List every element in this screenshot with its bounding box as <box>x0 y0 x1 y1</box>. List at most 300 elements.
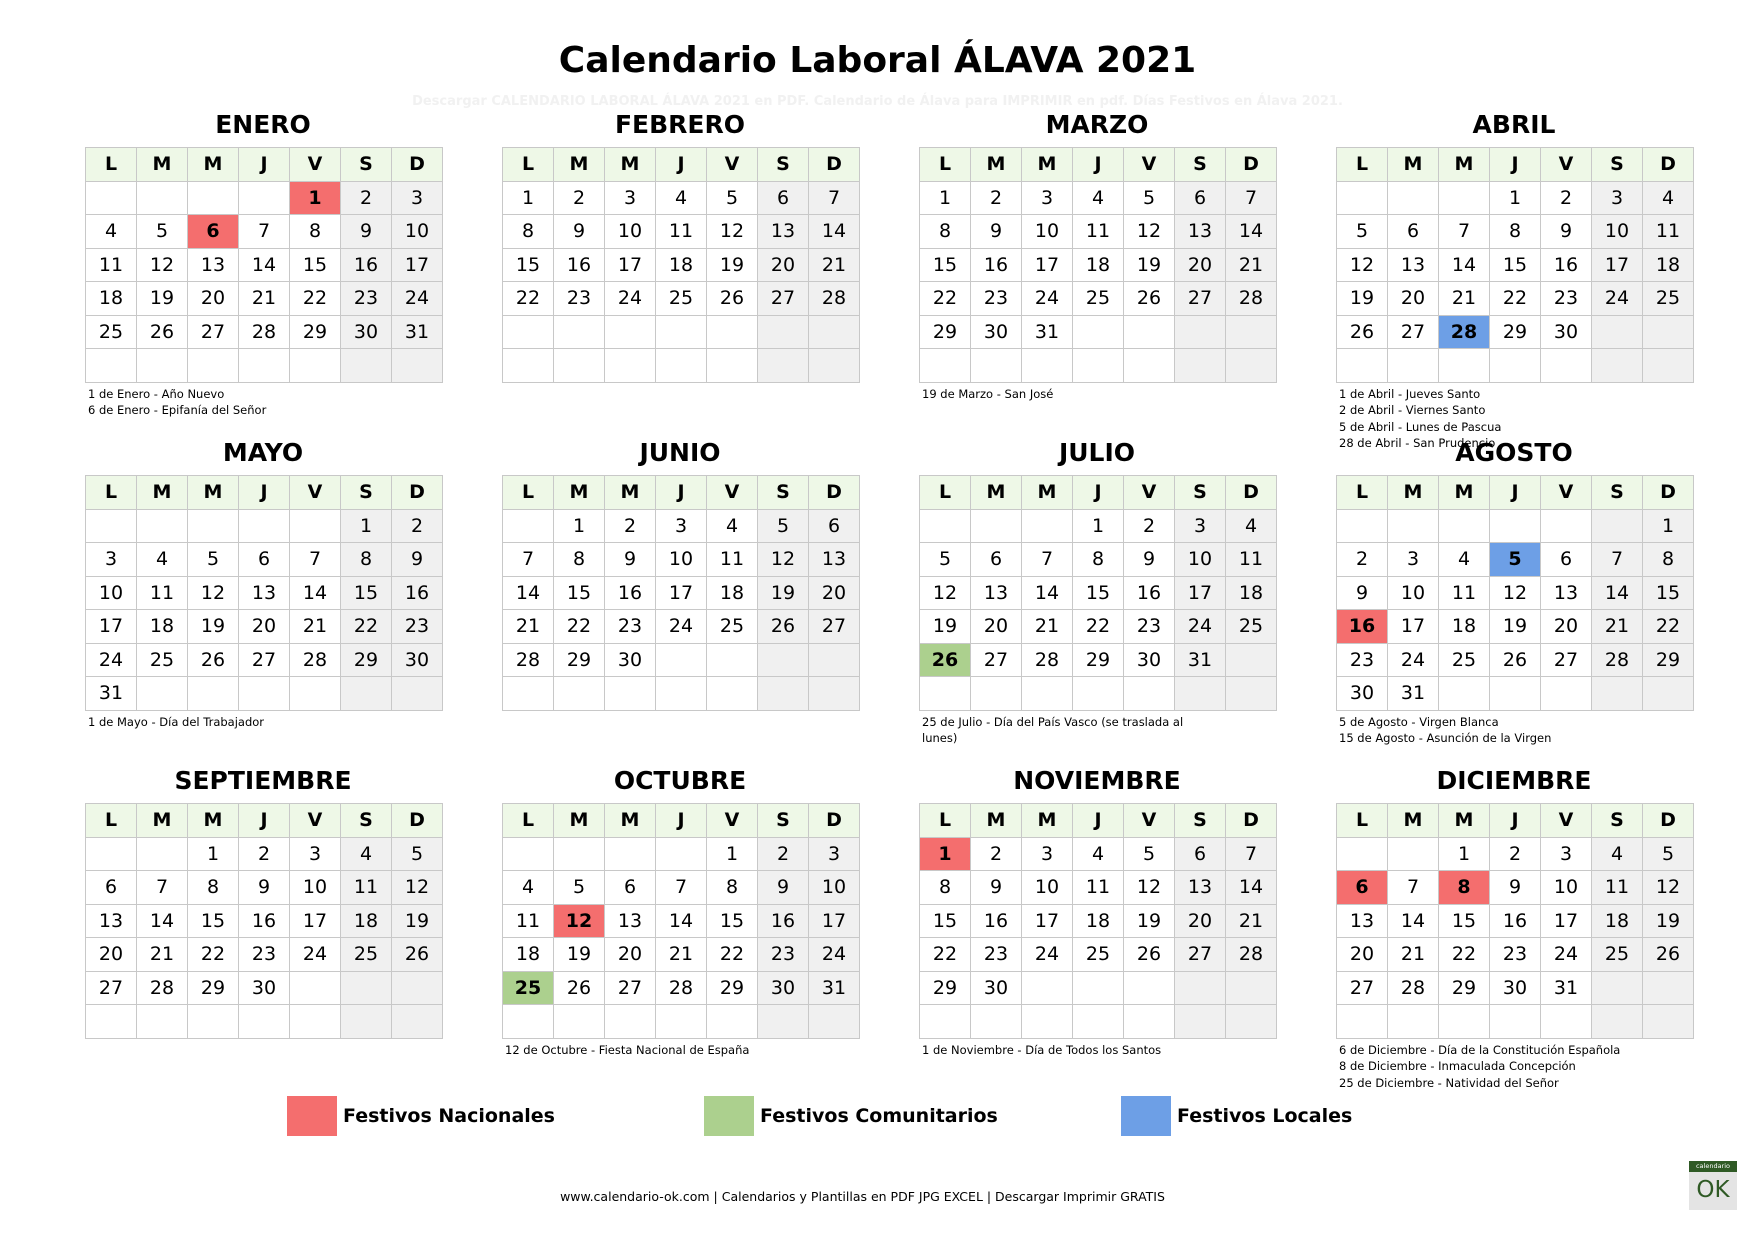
day-cell: 9 <box>1541 215 1592 249</box>
weekday-header: M <box>971 804 1022 838</box>
day-cell: 25 <box>656 282 707 316</box>
empty-day-cell <box>239 509 290 543</box>
empty-day-cell <box>341 349 392 383</box>
day-cell: 13 <box>1175 871 1226 905</box>
day-cell: 12 <box>1490 576 1541 610</box>
empty-day-cell <box>554 315 605 349</box>
empty-day-cell <box>1175 1005 1226 1039</box>
month-name: JULIO <box>1058 438 1136 467</box>
weekday-header: D <box>1643 476 1694 510</box>
weekday-header: S <box>758 476 809 510</box>
weekday-header: V <box>1541 148 1592 182</box>
empty-day-cell <box>1439 349 1490 383</box>
day-cell: 30 <box>1541 315 1592 349</box>
day-cell: 16 <box>1541 248 1592 282</box>
calendario-ok-logo[interactable] <box>1689 1161 1737 1210</box>
weekday-header: M <box>554 476 605 510</box>
day-cell: 8 <box>341 543 392 577</box>
day-cell: 1 <box>188 837 239 871</box>
day-cell: 21 <box>656 938 707 972</box>
week-row <box>920 1005 1277 1039</box>
day-cell: 24 <box>290 938 341 972</box>
legend-label-comunitarios: Festivos Comunitarios <box>760 1105 998 1127</box>
day-cell: 21 <box>1226 904 1277 938</box>
day-cell: 19 <box>188 610 239 644</box>
day-cell: 1 <box>290 181 341 215</box>
day-cell: 11 <box>707 543 758 577</box>
weekday-header: V <box>1541 804 1592 838</box>
empty-day-cell <box>1541 509 1592 543</box>
empty-day-cell <box>188 677 239 711</box>
day-cell: 9 <box>758 871 809 905</box>
week-row <box>503 543 860 577</box>
holiday-note: 2 de Abril - Viernes Santo <box>1339 403 1486 417</box>
month-marzo <box>919 109 1275 402</box>
month-table <box>502 147 860 383</box>
day-cell: 22 <box>1439 938 1490 972</box>
day-cell: 29 <box>1073 643 1124 677</box>
day-cell: 30 <box>341 315 392 349</box>
day-cell: 1 <box>707 837 758 871</box>
day-cell: 16 <box>1124 576 1175 610</box>
day-cell: 3 <box>1175 509 1226 543</box>
holiday-note: 8 de Diciembre - Inmaculada Concepción <box>1339 1059 1576 1073</box>
empty-day-cell <box>86 1005 137 1039</box>
day-cell: 14 <box>1439 248 1490 282</box>
week-row <box>86 1005 443 1039</box>
day-cell: 28 <box>503 643 554 677</box>
day-cell: 7 <box>1226 837 1277 871</box>
day-cell: 30 <box>758 971 809 1005</box>
weekday-header: L <box>920 804 971 838</box>
weekday-header: V <box>290 804 341 838</box>
weekday-header: S <box>1592 148 1643 182</box>
month-name: DICIEMBRE <box>1436 766 1592 795</box>
weekday-header: J <box>656 148 707 182</box>
empty-day-cell <box>707 643 758 677</box>
day-cell: 30 <box>392 643 443 677</box>
day-cell: 20 <box>971 610 1022 644</box>
weekday-header: L <box>920 148 971 182</box>
weekday-header: J <box>1490 804 1541 838</box>
day-cell: 21 <box>1226 248 1277 282</box>
day-cell: 20 <box>1337 938 1388 972</box>
weekday-header: D <box>809 148 860 182</box>
month-name: NOVIEMBRE <box>1013 766 1181 795</box>
weekday-header: M <box>188 476 239 510</box>
empty-day-cell <box>605 315 656 349</box>
day-cell: 27 <box>1337 971 1388 1005</box>
day-cell: 25 <box>341 938 392 972</box>
day-cell: 15 <box>341 576 392 610</box>
day-cell: 8 <box>920 871 971 905</box>
day-cell: 7 <box>503 543 554 577</box>
day-cell: 2 <box>392 509 443 543</box>
weekday-header: M <box>1388 476 1439 510</box>
day-cell: 16 <box>971 904 1022 938</box>
legend-swatch-nacionales <box>287 1096 337 1136</box>
day-cell: 1 <box>1073 509 1124 543</box>
day-cell: 13 <box>188 248 239 282</box>
week-row <box>86 509 443 543</box>
empty-day-cell <box>1439 509 1490 543</box>
week-row <box>1337 643 1694 677</box>
empty-day-cell <box>341 677 392 711</box>
day-cell: 24 <box>1022 938 1073 972</box>
legend-swatch-locales <box>1121 1096 1171 1136</box>
day-cell: 19 <box>707 248 758 282</box>
weekday-header: L <box>503 804 554 838</box>
day-cell: 6 <box>188 215 239 249</box>
day-cell: 1 <box>554 509 605 543</box>
day-cell: 1 <box>920 181 971 215</box>
day-cell: 12 <box>707 215 758 249</box>
empty-day-cell <box>971 509 1022 543</box>
day-cell: 10 <box>656 543 707 577</box>
week-row <box>920 282 1277 316</box>
week-row <box>1337 509 1694 543</box>
day-cell: 6 <box>758 181 809 215</box>
week-row <box>1337 181 1694 215</box>
empty-day-cell <box>137 349 188 383</box>
weekday-header: S <box>1592 476 1643 510</box>
day-cell: 15 <box>1490 248 1541 282</box>
day-cell: 6 <box>809 509 860 543</box>
empty-day-cell <box>1175 315 1226 349</box>
day-cell: 14 <box>656 904 707 938</box>
weekday-header: J <box>1490 148 1541 182</box>
empty-day-cell <box>86 837 137 871</box>
empty-day-cell <box>1541 349 1592 383</box>
empty-day-cell <box>809 315 860 349</box>
empty-day-cell <box>1337 509 1388 543</box>
week-row <box>503 837 860 871</box>
weekday-header: M <box>971 476 1022 510</box>
holiday-note: 12 de Octubre - Fiesta Nacional de España <box>505 1042 750 1057</box>
day-cell: 1 <box>920 837 971 871</box>
day-cell: 7 <box>1226 181 1277 215</box>
week-row <box>920 643 1277 677</box>
day-cell: 22 <box>1643 610 1694 644</box>
empty-day-cell <box>1439 677 1490 711</box>
day-cell: 7 <box>656 871 707 905</box>
empty-day-cell <box>920 509 971 543</box>
day-cell: 21 <box>1592 610 1643 644</box>
month-name: FEBRERO <box>614 110 746 139</box>
empty-day-cell <box>758 1005 809 1039</box>
day-cell: 23 <box>341 282 392 316</box>
day-cell: 12 <box>1643 871 1694 905</box>
empty-day-cell <box>1124 677 1175 711</box>
day-cell: 17 <box>1388 610 1439 644</box>
day-cell: 10 <box>392 215 443 249</box>
week-row <box>86 248 443 282</box>
empty-day-cell <box>392 677 443 711</box>
day-cell: 13 <box>809 543 860 577</box>
holiday-note: 1 de Noviembre - Día de Todos los Santos <box>922 1042 1162 1057</box>
empty-day-cell <box>1226 971 1277 1005</box>
day-cell: 9 <box>392 543 443 577</box>
week-row <box>503 282 860 316</box>
weekday-header: D <box>392 148 443 182</box>
empty-day-cell <box>554 1005 605 1039</box>
day-cell: 10 <box>1022 871 1073 905</box>
weekday-header: J <box>1490 476 1541 510</box>
day-cell: 14 <box>239 248 290 282</box>
weekday-header: M <box>554 804 605 838</box>
day-cell: 29 <box>920 971 971 1005</box>
day-cell: 21 <box>809 248 860 282</box>
empty-day-cell <box>1124 971 1175 1005</box>
weekday-header-row <box>1337 476 1694 510</box>
empty-day-cell <box>503 837 554 871</box>
empty-day-cell <box>137 677 188 711</box>
empty-day-cell <box>188 509 239 543</box>
weekday-header: M <box>188 148 239 182</box>
empty-day-cell <box>1124 1005 1175 1039</box>
day-cell: 29 <box>920 315 971 349</box>
weekday-header: M <box>1439 804 1490 838</box>
week-row <box>1337 282 1694 316</box>
day-cell: 20 <box>1541 610 1592 644</box>
week-row <box>503 315 860 349</box>
day-cell: 30 <box>1337 677 1388 711</box>
day-cell: 24 <box>1022 282 1073 316</box>
empty-day-cell <box>809 349 860 383</box>
day-cell: 25 <box>1073 938 1124 972</box>
month-enero <box>85 109 441 419</box>
weekday-header: S <box>1592 804 1643 838</box>
empty-day-cell <box>920 677 971 711</box>
empty-day-cell <box>86 349 137 383</box>
week-row <box>86 349 443 383</box>
day-cell: 22 <box>554 610 605 644</box>
day-cell: 4 <box>707 509 758 543</box>
weekday-header: L <box>1337 148 1388 182</box>
empty-day-cell <box>1643 971 1694 1005</box>
week-row <box>920 610 1277 644</box>
week-row <box>1337 248 1694 282</box>
day-cell: 15 <box>1643 576 1694 610</box>
weekday-header: L <box>920 476 971 510</box>
day-cell: 12 <box>554 904 605 938</box>
empty-day-cell <box>605 349 656 383</box>
empty-day-cell <box>1337 1005 1388 1039</box>
day-cell: 5 <box>920 543 971 577</box>
week-row <box>503 349 860 383</box>
day-cell: 22 <box>503 282 554 316</box>
holiday-note: 15 de Agosto - Asunción de la Virgen <box>1339 731 1552 745</box>
day-cell: 5 <box>1337 215 1388 249</box>
weekday-header: D <box>392 476 443 510</box>
day-cell: 23 <box>758 938 809 972</box>
day-cell: 26 <box>707 282 758 316</box>
empty-day-cell <box>239 349 290 383</box>
day-cell: 22 <box>1490 282 1541 316</box>
empty-day-cell <box>605 837 656 871</box>
day-cell: 19 <box>758 576 809 610</box>
day-cell: 18 <box>1073 248 1124 282</box>
week-row <box>920 248 1277 282</box>
week-row <box>503 181 860 215</box>
week-row <box>86 315 443 349</box>
month-febrero <box>502 109 858 386</box>
day-cell: 13 <box>605 904 656 938</box>
empty-day-cell <box>1226 1005 1277 1039</box>
week-row <box>920 871 1277 905</box>
holiday-note: 6 de Diciembre - Día de la Constitución Española <box>1339 1042 1621 1057</box>
day-cell: 10 <box>1022 215 1073 249</box>
day-cell: 13 <box>86 904 137 938</box>
day-cell: 9 <box>1337 576 1388 610</box>
day-cell: 11 <box>1643 215 1694 249</box>
weekday-header-row <box>503 148 860 182</box>
day-cell: 20 <box>239 610 290 644</box>
day-cell: 24 <box>809 938 860 972</box>
empty-day-cell <box>341 971 392 1005</box>
day-cell: 17 <box>1022 904 1073 938</box>
month-name: MAYO <box>222 438 304 467</box>
empty-day-cell <box>188 1005 239 1039</box>
day-cell: 20 <box>605 938 656 972</box>
empty-day-cell <box>1490 1005 1541 1039</box>
day-cell: 17 <box>86 610 137 644</box>
day-cell: 16 <box>1337 610 1388 644</box>
weekday-header-row <box>1337 804 1694 838</box>
empty-day-cell <box>1022 677 1073 711</box>
empty-day-cell <box>239 181 290 215</box>
day-cell: 5 <box>188 543 239 577</box>
empty-day-cell <box>1592 349 1643 383</box>
week-row <box>86 904 443 938</box>
empty-day-cell <box>137 509 188 543</box>
day-cell: 24 <box>1541 938 1592 972</box>
week-row <box>503 1005 860 1039</box>
weekday-header: M <box>1439 476 1490 510</box>
empty-day-cell <box>971 1005 1022 1039</box>
day-cell: 4 <box>1643 181 1694 215</box>
weekday-header: M <box>137 148 188 182</box>
day-cell: 11 <box>503 904 554 938</box>
week-row <box>1337 315 1694 349</box>
day-cell: 5 <box>137 215 188 249</box>
weekday-header: D <box>809 804 860 838</box>
day-cell: 6 <box>1175 837 1226 871</box>
day-cell: 11 <box>1073 215 1124 249</box>
weekday-header: V <box>707 804 758 838</box>
day-cell: 22 <box>707 938 758 972</box>
day-cell: 26 <box>920 643 971 677</box>
day-cell: 27 <box>1175 938 1226 972</box>
week-row <box>86 282 443 316</box>
day-cell: 3 <box>392 181 443 215</box>
day-cell: 27 <box>605 971 656 1005</box>
day-cell: 19 <box>1490 610 1541 644</box>
day-cell: 29 <box>188 971 239 1005</box>
empty-day-cell <box>137 181 188 215</box>
day-cell: 6 <box>971 543 1022 577</box>
month-table <box>502 475 860 711</box>
day-cell: 3 <box>1022 837 1073 871</box>
empty-day-cell <box>656 349 707 383</box>
empty-day-cell <box>503 349 554 383</box>
day-cell: 1 <box>1439 837 1490 871</box>
weekday-header: J <box>1073 804 1124 838</box>
day-cell: 28 <box>239 315 290 349</box>
day-cell: 25 <box>1592 938 1643 972</box>
empty-day-cell <box>1175 677 1226 711</box>
month-diciembre <box>1336 765 1692 1091</box>
day-cell: 14 <box>1022 576 1073 610</box>
holiday-note: 5 de Abril - Lunes de Pascua <box>1339 419 1502 434</box>
weekday-header: J <box>239 476 290 510</box>
month-name: JUNIO <box>639 438 721 467</box>
week-row <box>86 610 443 644</box>
day-cell: 6 <box>1541 543 1592 577</box>
day-cell: 8 <box>188 871 239 905</box>
week-row <box>86 837 443 871</box>
day-cell: 20 <box>1175 904 1226 938</box>
day-cell: 10 <box>290 871 341 905</box>
day-cell: 6 <box>1388 215 1439 249</box>
day-cell: 20 <box>188 282 239 316</box>
weekday-header: S <box>1175 804 1226 838</box>
empty-day-cell <box>707 677 758 711</box>
day-cell: 2 <box>1337 543 1388 577</box>
day-cell: 25 <box>503 971 554 1005</box>
day-cell: 14 <box>137 904 188 938</box>
empty-day-cell <box>1490 677 1541 711</box>
day-cell: 4 <box>1439 543 1490 577</box>
day-cell: 27 <box>1388 315 1439 349</box>
day-cell: 27 <box>1541 643 1592 677</box>
day-cell: 23 <box>1337 643 1388 677</box>
day-cell: 31 <box>1022 315 1073 349</box>
logo-top-text: calendario <box>1689 1161 1737 1172</box>
day-cell: 22 <box>920 282 971 316</box>
day-cell: 28 <box>1439 315 1490 349</box>
day-cell: 23 <box>971 282 1022 316</box>
day-cell: 17 <box>605 248 656 282</box>
week-row <box>920 576 1277 610</box>
week-row <box>1337 971 1694 1005</box>
week-row <box>503 215 860 249</box>
day-cell: 13 <box>1175 215 1226 249</box>
holiday-notes <box>1336 714 1639 747</box>
day-cell: 21 <box>503 610 554 644</box>
empty-day-cell <box>1022 349 1073 383</box>
empty-day-cell <box>503 677 554 711</box>
empty-day-cell <box>1592 509 1643 543</box>
legend-label-locales: Festivos Locales <box>1177 1105 1353 1127</box>
day-cell: 5 <box>758 509 809 543</box>
weekday-header: L <box>86 476 137 510</box>
month-table <box>85 475 443 711</box>
legend-item-nacionales <box>287 1096 555 1136</box>
day-cell: 1 <box>503 181 554 215</box>
empty-day-cell <box>1388 837 1439 871</box>
day-cell: 22 <box>290 282 341 316</box>
day-cell: 26 <box>1124 938 1175 972</box>
day-cell: 31 <box>1175 643 1226 677</box>
day-cell: 27 <box>188 315 239 349</box>
day-cell: 18 <box>1643 248 1694 282</box>
day-cell: 15 <box>188 904 239 938</box>
holiday-note: 25 de Julio - Día del País Vasco (se traslada al lunes) <box>922 714 1184 745</box>
weekday-header: J <box>239 148 290 182</box>
day-cell: 18 <box>137 610 188 644</box>
day-cell: 8 <box>707 871 758 905</box>
